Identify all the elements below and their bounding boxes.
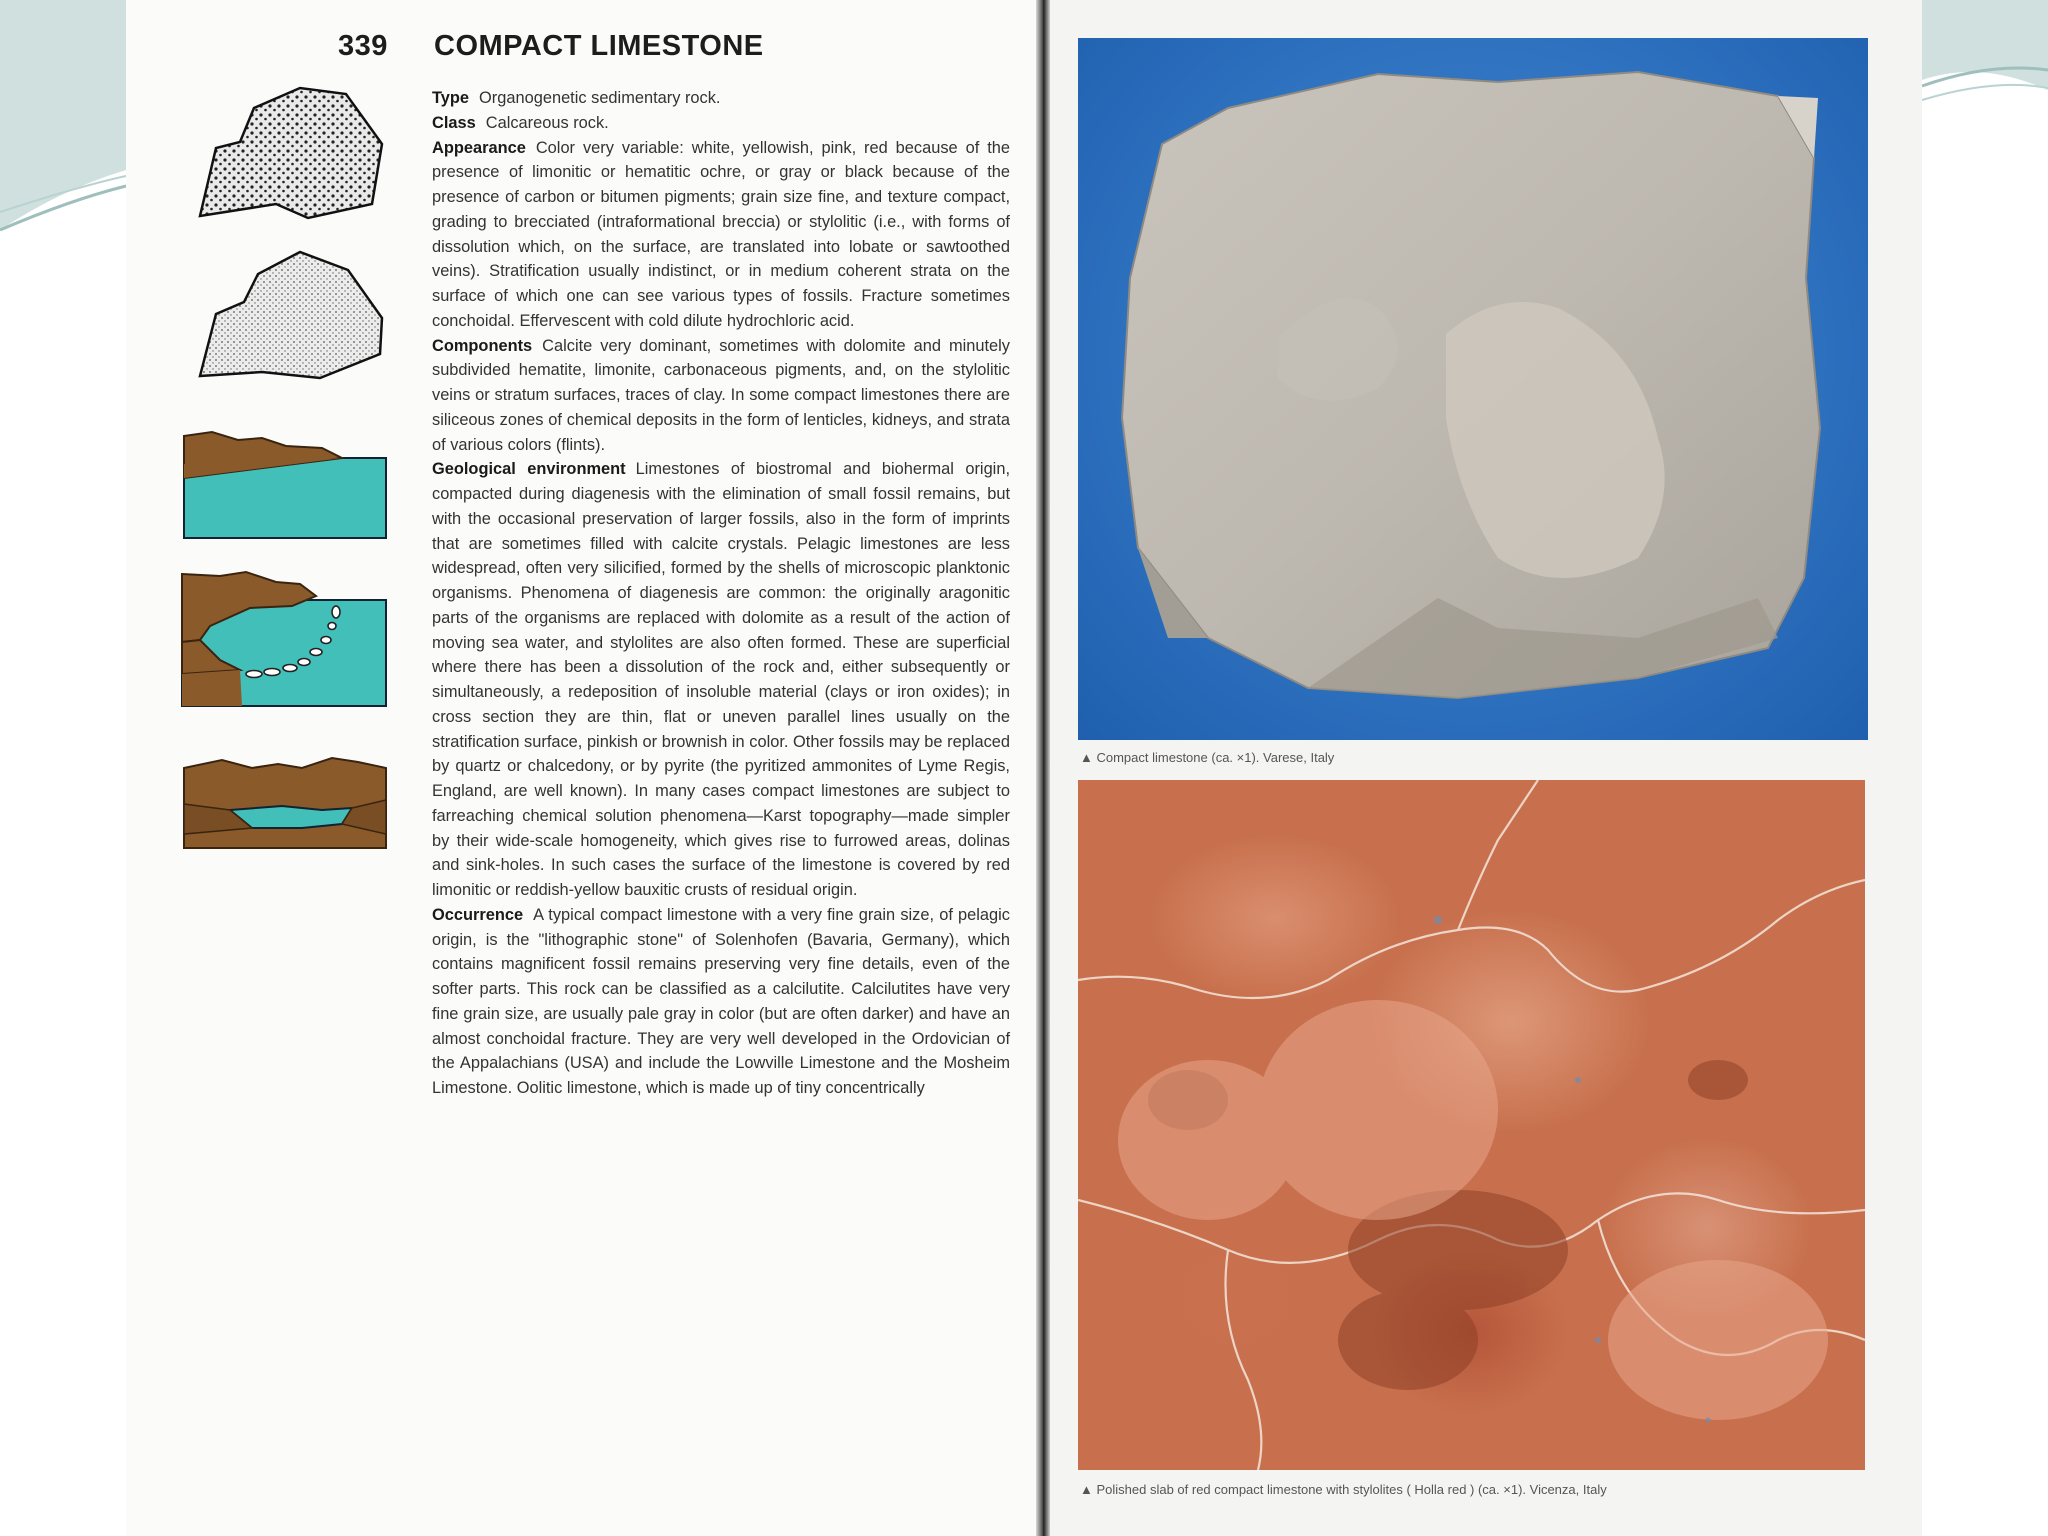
appearance-label: Appearance: [432, 138, 526, 157]
type-entry: [432, 86, 1010, 111]
class-value: Calcareous rock.: [485, 113, 609, 132]
type-value: Organogenetic sedimentary rock.: [479, 89, 721, 107]
appearance-entry: [432, 136, 1010, 334]
components-label: Components: [432, 336, 533, 355]
photo-caption-bottom: ▲ Polished slab of red compact limestone with stylolites ( Holla red ) (ca. ×1). Vicenza, Italy: [1080, 1482, 1607, 1497]
page-number: 339: [338, 30, 388, 62]
photo-caption-top: ▲ Compact limestone (ca. ×1). Varese, Italy: [1080, 750, 1335, 765]
appearance-value: Color very variable: white, yellowish, pink, red because of the presence of limonitic or hematitic ochre, or gray or black because of the presence of carbon or bitumen pigments; grain size fine, and texture compact, grading to brecciated (intraformational breccia) or stylolitic (i.e., with forms of dissolution which, on the surface, are translated into lobate or sawtoothed veins). Stratification usually indistinct, or in medium coherent strata on the surface of which one can see various types of fossils. Fracture sometimes conchoidal. Effervescent with cold dilute hydrochloric acid.: [432, 138, 1010, 330]
book-gutter: [1036, 0, 1050, 1536]
environment-entry: [432, 457, 1010, 903]
class-label: Class: [432, 113, 476, 132]
occurrence-entry: [432, 903, 1010, 1101]
coastal-sea-environment-icon: [182, 428, 388, 540]
environment-value: Limestones of biostromal and biohermal origin, compacted during diagenesis with the elimination of small fossil remains, but with the occasional preservation of larger fossils, also in the form of imprints that are sometimes filled with calcite crystals. Pelagic limestones are less widespread, often very silicified, formed by the shells of microscopic planktonic organisms. Phenomena of diagenesis are common: the originally aragonitic parts of the organisms are replaced with dolomite as a result of the action of moving sea water, and stylolites are also often formed. These are superficial where there has been a dissolution of the rock and, either subsequently or simultaneously, a redeposition of insoluble material (clays or iron oxides); in cross section they are thin, flat or uneven parallel lines usually on the stratification surface, pinkish or brownish in color. Other fossils may be replaced by quartz or chalcedony, or by pyrite (the pyritized ammonites of Lyme Regis, England, are well known). In many cases compact limestones are subject to farreaching chemical solution phenomena—Karst topography—made simpler by their wide-scale homogeneity, which gives rise to furrowed areas, dolinas and sink-holes. In such cases the surface of the limestone is covered by red limonitic or reddish-yellow bauxitic crusts of residual origin.: [432, 460, 1010, 899]
page-title: COMPACT LIMESTONE: [434, 30, 764, 62]
type-label: Type: [432, 89, 470, 107]
components-entry: [432, 334, 1010, 458]
compact-limestone-photo: [1078, 38, 1868, 740]
class-entry: [432, 111, 1010, 136]
components-value: Calcite very dominant, sometimes with dolomite and minutely subdivided hematite, limonite, carbonaceous pigments, and, on the stylolitic veins or stratum surfaces, traces of clay. In some compact limestones there are siliceous zones of chemical deposits in the form of lenticles, kidneys, and strata of various colors (flints).: [432, 336, 1010, 454]
reef-lagoon-environment-icon: [180, 570, 388, 708]
environment-label: Geological environment: [432, 460, 626, 479]
red-limestone-slab-photo: [1078, 780, 1865, 1470]
occurrence-value: A typical compact limestone with a very fine grain size, of pelagic origin, is the "lithographic stone" of Solenhofen (Bavaria, Germany), which contains magnificent fossil remains preserving very fine details, even of the softer parts. This rock can be classified as a calcilutite. Calcilutites have very fine grain size, are usually pale gray in color (but are often darker) and have an almost conchoidal fracture. They are very well developed in the Ordovician of the Appalachians (USA) and include the Lowville Limestone and the Mosheim Limestone. Oolitic limestone, which is made up of tiny concentrically: [432, 905, 1010, 1097]
description-text: [432, 86, 1010, 1101]
coarse-grained-rock-icon: [196, 86, 386, 222]
fine-grained-rock-icon: [196, 250, 386, 382]
occurrence-label: Occurrence: [432, 905, 524, 924]
basin-environment-icon: [182, 754, 388, 850]
